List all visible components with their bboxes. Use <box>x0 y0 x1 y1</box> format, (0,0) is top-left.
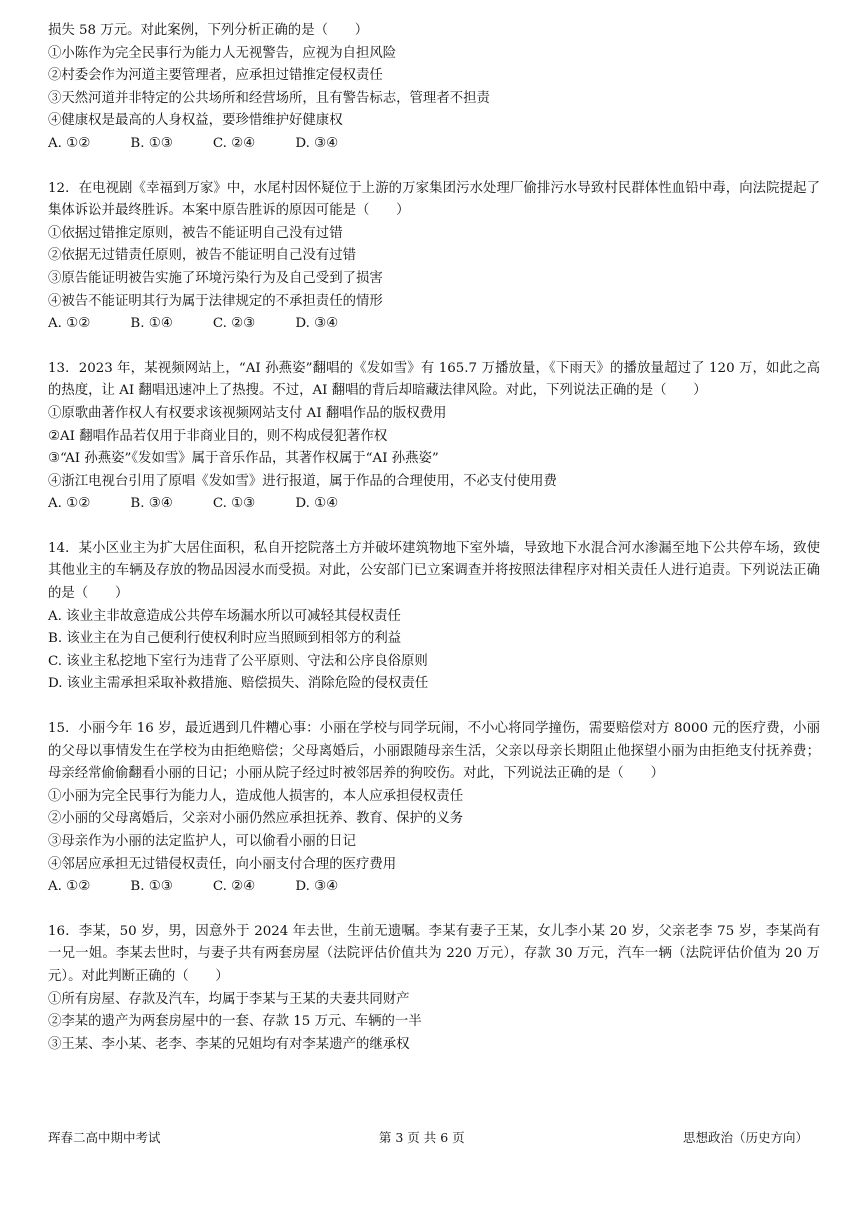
page-footer <box>48 1128 808 1146</box>
q15-stem: 15．小丽今年 16 岁，最近遇到几件糟心事：小丽在学校与同学玩闹，不小心将同学撞伤，需要赔偿对方 8000 元的医疗费，小丽的父母以事情发生在学校为由拒绝赔偿；父母离婚后，小丽跟随母亲生活，父亲以母亲长期阻止他探望小丽为由拒绝支付抚养费；母亲经常偷偷翻看小丽的日记；小丽从院子经过时被邻居养的狗咬伤。对此，下列说法正确的是（ ） <box>48 721 820 782</box>
q11-stem-tail: 损失 58 万元。对此案例，下列分析正确的是（ ） <box>48 23 369 38</box>
q15-item-3: ③母亲作为小丽的法定监护人，可以偷看小丽的日记 <box>48 834 356 849</box>
footer-page-number: 第 3 页 共 6 页 <box>378 1130 465 1145</box>
exam-page-content <box>48 20 820 1056</box>
footer-subject: 思想政治（历史方向） <box>682 1130 808 1145</box>
q12-item-2: ②依据无过错责任原则，被告不能证明自己没有过错 <box>48 248 356 264</box>
q12-item-1: ①依据过错推定原则，被告不能证明自己没有过错 <box>48 225 343 241</box>
q16-item-1: ①所有房屋、存款及汽车，均属于李某与王某的夫妻共同财产 <box>48 991 410 1007</box>
q14-stem: 14．某小区业主为扩大居住面积，私自开挖院落土方并破坏建筑物地下室外墙，导致地下水混合河水渗漏至地下公共停车场，致使其他业主的车辆及存放的物品因浸水而受损。对此，公安部门已立案调查并将按照法律程序对相关责任人进行追责。下列说法正确的是（ ） <box>48 540 820 602</box>
q11-item-3: ③天然河道并非特定的公共场所和经营场所，且有警告标志，管理者不担责 <box>48 90 490 106</box>
q14-option-c: C. 该业主私挖地下室行为违背了公平原则、守法和公序良俗原则 <box>48 653 428 669</box>
q13-item-1: ①原歌曲著作权人有权要求该视频网站支付 AI 翻唱作品的版权费用 <box>48 405 447 421</box>
q11-item-2: ②村委会作为河道主要管理者，应承担过错推定侵权责任 <box>48 68 383 84</box>
q15-item-2: ②小丽的父母离婚后，父亲对小丽仍然应承担抚养、教育、保护的义务 <box>48 811 464 827</box>
q12-stem: 12．在电视剧《幸福到万家》中，水尾村因怀疑位于上游的万家集团污水处理厂偷排污水导致村民群体性血铅中毒，向法院提起了集体诉讼并最终胜诉。本案中原告胜诉的原因可能是（ ） <box>48 180 820 219</box>
q15-item-4: ④邻居应承担无过错侵权责任，向小丽支付合理的医疗费用 <box>48 856 397 872</box>
q13-stem: 13．2023 年，某视频网站上，“AI 孙燕姿”翻唱的《发如雪》有 165.7 万播放量，《下雨天》的播放量超过了 120 万，如此之高的热度，让 AI 翻唱迅速冲上了热搜。不过，AI 翻唱的背后却暗藏法律风险。对此，下列说法正确的是（ ） <box>48 360 820 399</box>
q15-options: A. ①② B. ①③ C. ②④ D. ③④ <box>48 879 339 895</box>
q13-options: A. ①② B. ③④ C. ①③ D. ①④ <box>48 496 339 512</box>
q16-stem: 16．李某，50 岁，男，因意外于 2024 年去世，生前无遗嘱。李某有妻子王某，女儿李小某 20 岁，父亲老李 75 岁，李某尚有一兄一姐。李某去世时，与妻子共有两套房屋（法院评估价值共为 220 万元），存款 30 万元，汽车一辆（法院评估价值为 20 万元）。对此判断正确的（ ） <box>48 923 820 984</box>
q14-option-a: A. 该业主非故意造成公共停车场漏水所以可减轻其侵权责任 <box>48 608 401 624</box>
q11-options: A. ①② B. ①③ C. ②④ D. ③④ <box>48 135 339 151</box>
q12-item-4: ④被告不能证明其行为属于法律规定的不承担责任的情形 <box>48 293 383 309</box>
q15-item-1: ①小丽为完全民事行为能力人，造成他人损害的，本人应承担侵权责任 <box>48 788 464 804</box>
q11-item-1: ①小陈作为完全民事行为能力人无视警告，应视为自担风险 <box>48 45 397 61</box>
q16-item-2: ②李某的遗产为两套房屋中的一套、存款 15 万元、车辆的一半 <box>48 1014 422 1030</box>
q13-item-4: ④浙江电视台引用了原唱《发如雪》进行报道，属于作品的合理使用，不必支付使用费 <box>48 473 557 489</box>
q14-option-d: D. 该业主需承担采取补救措施、赔偿损失、消除危险的侵权责任 <box>48 676 429 692</box>
footer-school: 珲春二高中期中考试 <box>48 1130 161 1145</box>
q14-option-b: B. 该业主在为自己便利行使权利时应当照顾到相邻方的利益 <box>48 631 402 647</box>
q13-item-3: ③“AI 孙燕姿”《发如雪》属于音乐作品，其著作权属于“AI 孙燕姿” <box>48 451 439 467</box>
q13-item-2: ②AI 翻唱作品若仅用于非商业目的，则不构成侵犯著作权 <box>48 428 388 444</box>
q12-item-3: ③原告能证明被告实施了环境污染行为及自己受到了损害 <box>48 270 383 286</box>
q16-item-3: ③王某、李小某、老李、李某的兄姐均有对李某遗产的继承权 <box>48 1036 410 1052</box>
q12-options: A. ①② B. ①④ C. ②③ D. ③④ <box>48 316 339 332</box>
q11-item-4: ④健康权是最高的人身权益，要珍惜维护好健康权 <box>48 113 343 129</box>
